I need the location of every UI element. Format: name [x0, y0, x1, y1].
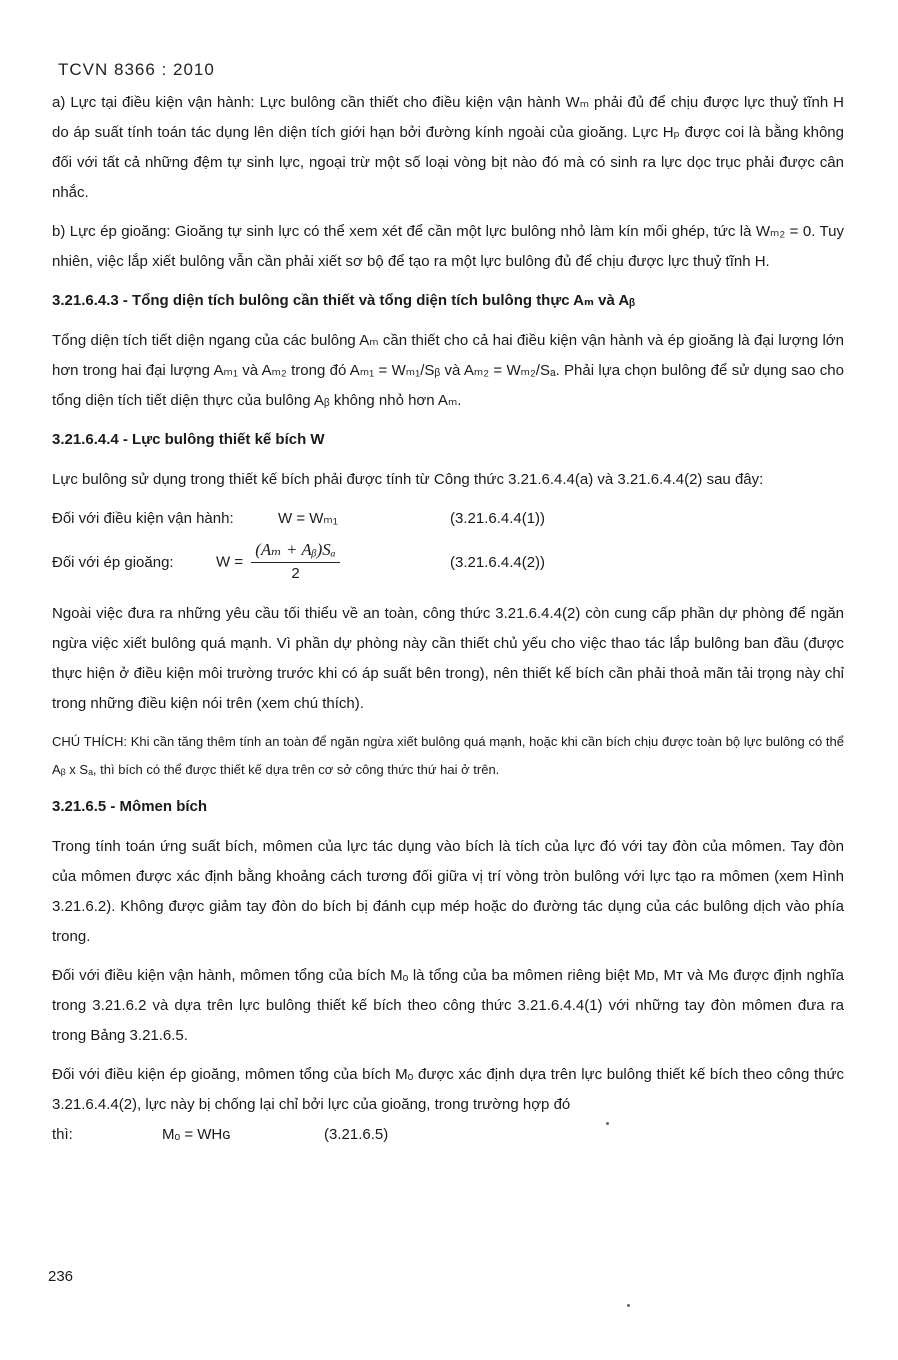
page-number: 236	[48, 1268, 74, 1285]
page-header: TCVN 8366 : 2010	[58, 60, 215, 79]
formula-lhs: W =	[216, 553, 244, 571]
scan-speck	[627, 1304, 630, 1307]
paragraph-e: Ngoài việc đưa ra những yêu cầu tối thiểu về an toàn, công thức 3.21.6.4.4(2) còn cung cấp phần dự phòng để ngăn ngừa việc xiết bulông quá mạnh. Vì phần dự phòng này cần thiết chủ yếu cho việc thao tác lắp bulông ban đầu (được thực hiện ở điều kiện môi trường trước khi có áp suất bên trong), nên thiết kế bích cần phải thoả mãn tải trọng này chỉ trong những điều kiện nói trên (xem chú thích).	[52, 605, 844, 712]
formula-moment	[52, 1120, 844, 1150]
paragraph-a: a) Lực tại điều kiện vận hành: Lực bulông cần thiết cho điều kiện vận hành Wₘ phải đủ để chịu được lực thuỷ tĩnh H do áp suất tính toán tác dụng lên diện tích giới hạn bởi đường kính ngoài của gioăng. Lực Hₚ được coi là bằng không đối với tất cả những đệm tự sinh lực, ngoại trừ một số loại vòng bịt nào đó mà có sinh ra lực dọc trục phải được cân nhắc.	[52, 94, 844, 201]
formula-gasket	[52, 540, 844, 585]
scan-speck	[606, 1122, 609, 1125]
formula-expression	[216, 540, 450, 585]
heading-3-21-6-4-4: 3.21.6.4.4 - Lực bulông thiết kế bích W	[52, 431, 325, 448]
heading-3-21-6-4-3: 3.21.6.4.3 - Tổng diện tích bulông cần thiết và tổng diện tích bulông thực Aₘ và Aᵦ	[52, 292, 636, 309]
paragraph-h: Đối với điều kiện ép gioăng, mômen tổng của bích Mₒ được xác định dựa trên lực bulông thiết kế bích theo công thức 3.21.6.4.4(2), lực này bị chống lại chỉ bởi lực của gioăng, trong trường hợp đó	[52, 1066, 844, 1113]
formula-label: thì:	[52, 1126, 73, 1143]
formula-expression: Mₒ = WHɢ	[162, 1126, 231, 1143]
formula-number: (3.21.6.5)	[324, 1126, 389, 1143]
paragraph-d: Lực bulông sử dụng trong thiết kế bích phải được tính từ Công thức 3.21.6.4.4(a) và 3.21.6.4.4(2) sau đây:	[52, 471, 764, 488]
note: CHÚ THÍCH: Khi cần tăng thêm tính an toàn để ngăn ngừa xiết bulông quá mạnh, hoặc khi cần bích chịu được toàn bộ lực bulông có thể Aᵦ x Sₐ, thì bích có thể được thiết kế dựa trên cơ sở công thức thứ hai ở trên.	[52, 734, 844, 777]
heading-3-21-6-5: 3.21.6.5 - Mômen bích	[52, 798, 208, 815]
fraction	[251, 540, 339, 585]
paragraph-f: Trong tính toán ứng suất bích, mômen của lực tác dụng vào bích là tích của lực đó với tay đòn của mômen. Tay đòn của mômen được xác định bằng khoảng cách tương đối giữa vị trí vòng tròn bulông với lực tạo ra mômen (xem Hình 3.21.6.2). Không được giảm tay đòn do bích bị đánh cụp mép hoặc do đường tác dụng của các bulông dịch vào phía trong.	[52, 838, 844, 945]
formula-label: Đối với điều kiện vận hành:	[52, 510, 234, 527]
paragraph-b: b) Lực ép gioăng: Gioăng tự sinh lực có thể xem xét để cần một lực bulông nhỏ làm kín mối ghép, tức là Wₘ₂ = 0. Tuy nhiên, việc lắp xiết bulông vẫn cần phải xiết sơ bộ để tạo ra một lực bulông đủ để chịu được lực thuỷ tĩnh H.	[52, 223, 844, 270]
fraction-numerator: (Aₘ + Aᵦ)Sₐ	[251, 540, 339, 563]
paragraph-c: Tổng diện tích tiết diện ngang của các bulông Aₘ cần thiết cho cả hai điều kiện vận hành và ép gioăng là đại lượng lớn hơn trong hai đại lượng Aₘ₁ và Aₘ₂ trong đó Aₘ₁ = Wₘ₁/Sᵦ và Aₘ₂ = Wₘ₂/Sₐ. Phải lựa chọn bulông để sử dụng sao cho tổng diện tích tiết diện thực của bulông Aᵦ không nhỏ hơn Aₘ.	[52, 332, 844, 409]
formula-number: (3.21.6.4.4(2))	[450, 553, 546, 571]
formula-label: Đối với ép gioăng:	[52, 553, 174, 571]
formula-expression: W = Wₘ₁	[278, 510, 338, 527]
formula-operating	[52, 504, 844, 534]
paragraph-g: Đối với điều kiện vận hành, mômen tổng của bích Mₒ là tổng của ba mômen riêng biệt Mᴅ, Mᴛ và Mɢ được định nghĩa trong 3.21.6.2 và dựa trên lực bulông thiết kế bích theo công thức 3.21.6.4.4(1) với những tay đòn mômen đưa ra trong Bảng 3.21.6.5.	[52, 967, 844, 1044]
formula-number: (3.21.6.4.4(1))	[450, 510, 546, 527]
page-content	[52, 88, 844, 1156]
fraction-denominator: 2	[291, 565, 300, 582]
